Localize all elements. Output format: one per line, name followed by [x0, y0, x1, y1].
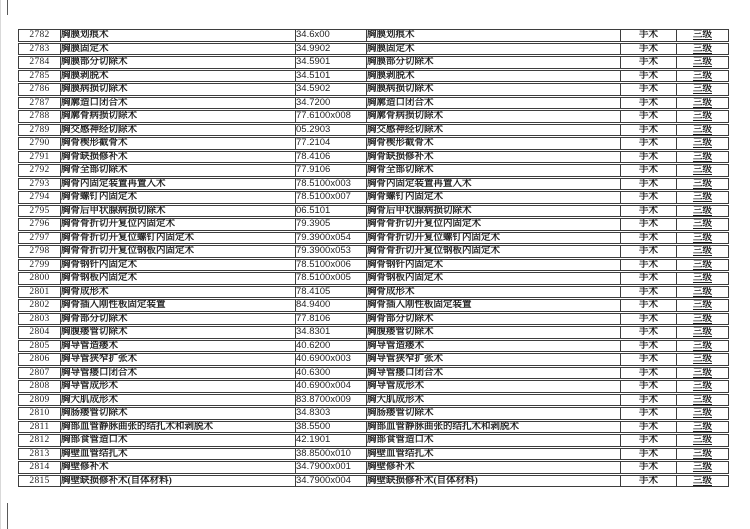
- procedure-name-cell: 胸骨骨折切开复位螺钉内固定术: [60, 232, 295, 245]
- table-row: [18, 272, 729, 285]
- category-cell: 手术: [620, 353, 676, 366]
- procedure-code-cell: 78.5100x005: [295, 272, 366, 285]
- row-number-cell: 2799: [18, 259, 60, 272]
- table-row: [18, 56, 729, 69]
- table-row: [18, 245, 729, 258]
- procedure-code-cell: 38.8500x010: [295, 448, 366, 461]
- row-number-cell: 2783: [18, 43, 60, 56]
- procedure-name-cell: 胸骨后甲状腺病损切除术: [60, 205, 295, 218]
- row-number-cell: 2809: [18, 394, 60, 407]
- procedure-name-repeat-cell: 胸廓造口闭合术: [366, 97, 620, 110]
- level-cell: 三级: [676, 232, 729, 245]
- procedure-code-cell: 40.6300: [295, 367, 366, 380]
- category-cell: 手术: [620, 340, 676, 353]
- procedure-name-repeat-cell: 胸部血管静脉曲张的结扎术和剥脱术: [366, 421, 620, 434]
- table-row: [18, 205, 729, 218]
- level-cell: 三级: [676, 83, 729, 96]
- table-row: [18, 475, 729, 488]
- category-cell: 手术: [620, 286, 676, 299]
- procedure-code-cell: 78.4105: [295, 286, 366, 299]
- category-cell: 手术: [620, 461, 676, 474]
- level-cell: 三级: [676, 299, 729, 312]
- table-row: [18, 434, 729, 447]
- procedure-code-cell: 77.9106: [295, 164, 366, 177]
- level-cell: 三级: [676, 259, 729, 272]
- procedure-name-cell: 胸导管狭窄扩张术: [60, 353, 295, 366]
- row-number-cell: 2806: [18, 353, 60, 366]
- category-cell: 手术: [620, 434, 676, 447]
- row-number-cell: 2788: [18, 110, 60, 123]
- row-number-cell: 2791: [18, 151, 60, 164]
- table-row: [18, 97, 729, 110]
- level-cell: 三级: [676, 110, 729, 123]
- procedure-name-repeat-cell: 胸骨骨折切开复位螺钉内固定术: [366, 232, 620, 245]
- level-cell: 三级: [676, 326, 729, 339]
- category-cell: 手术: [620, 178, 676, 191]
- procedure-code-cell: 84.9400: [295, 299, 366, 312]
- procedure-code-cell: 40.6200: [295, 340, 366, 353]
- procedure-name-repeat-cell: 胸骨楔形截骨术: [366, 137, 620, 150]
- table-row: [18, 218, 729, 231]
- category-cell: 手术: [620, 110, 676, 123]
- procedure-code-cell: 78.5100x007: [295, 191, 366, 204]
- row-number-cell: 2814: [18, 461, 60, 474]
- row-number-cell: 2793: [18, 178, 60, 191]
- procedure-name-cell: 胸骨钢板内固定术: [60, 272, 295, 285]
- table-row: [18, 299, 729, 312]
- category-cell: 手术: [620, 326, 676, 339]
- procedure-code-cell: 34.7200: [295, 97, 366, 110]
- row-number-cell: 2804: [18, 326, 60, 339]
- level-cell: 三级: [676, 218, 729, 231]
- procedure-code-cell: 83.8700x009: [295, 394, 366, 407]
- level-cell: 三级: [676, 367, 729, 380]
- procedure-name-cell: 胸骨楔形截骨术: [60, 137, 295, 150]
- category-cell: 手术: [620, 394, 676, 407]
- procedure-code-cell: 78.5100x006: [295, 259, 366, 272]
- procedure-name-cell: 胸肠瘘管切除术: [60, 407, 295, 420]
- row-number-cell: 2808: [18, 380, 60, 393]
- category-cell: 手术: [620, 29, 676, 42]
- category-cell: 手术: [620, 83, 676, 96]
- procedure-name-cell: 胸壁血管结扎术: [60, 448, 295, 461]
- category-cell: 手术: [620, 218, 676, 231]
- table-row: [18, 326, 729, 339]
- category-cell: 手术: [620, 191, 676, 204]
- row-number-cell: 2815: [18, 475, 60, 488]
- procedure-name-cell: 胸部食管造口术: [60, 434, 295, 447]
- table-row: [18, 353, 729, 366]
- procedure-code-cell: 78.5100x003: [295, 178, 366, 191]
- level-cell: 三级: [676, 43, 729, 56]
- level-cell: 三级: [676, 407, 729, 420]
- procedure-name-cell: 胸导管造瘘术: [60, 340, 295, 353]
- row-number-cell: 2807: [18, 367, 60, 380]
- procedure-name-repeat-cell: 胸骨全部切除术: [366, 164, 620, 177]
- level-cell: 三级: [676, 151, 729, 164]
- level-cell: 三级: [676, 205, 729, 218]
- category-cell: 手术: [620, 380, 676, 393]
- category-cell: 手术: [620, 137, 676, 150]
- level-cell: 三级: [676, 340, 729, 353]
- procedure-name-repeat-cell: 胸骨缺损修补术: [366, 151, 620, 164]
- row-number-cell: 2785: [18, 70, 60, 83]
- procedure-name-cell: 胸大肌成形术: [60, 394, 295, 407]
- table-row: [18, 164, 729, 177]
- procedure-code-cell: 38.5500: [295, 421, 366, 434]
- category-cell: 手术: [620, 475, 676, 488]
- procedure-name-cell: 胸导管成形术: [60, 380, 295, 393]
- table-row: [18, 151, 729, 164]
- row-number-cell: 2789: [18, 124, 60, 137]
- row-number-cell: 2805: [18, 340, 60, 353]
- procedure-name-cell: 胸壁缺损修补术(自体材料): [60, 475, 295, 488]
- category-cell: 手术: [620, 367, 676, 380]
- procedure-code-cell: 34.7900x004: [295, 475, 366, 488]
- procedure-name-repeat-cell: 胸膜病损切除术: [366, 83, 620, 96]
- category-cell: 手术: [620, 245, 676, 258]
- category-cell: 手术: [620, 56, 676, 69]
- row-number-cell: 2812: [18, 434, 60, 447]
- row-number-cell: 2801: [18, 286, 60, 299]
- procedure-name-repeat-cell: 胸骨螺钉内固定术: [366, 191, 620, 204]
- row-number-cell: 2794: [18, 191, 60, 204]
- row-number-cell: 2786: [18, 83, 60, 96]
- table-row: [18, 394, 729, 407]
- procedure-name-repeat-cell: 胸导管造瘘术: [366, 340, 620, 353]
- procedure-name-repeat-cell: 胸骨骨折切开复位内固定术: [366, 218, 620, 231]
- category-cell: 手术: [620, 164, 676, 177]
- table-row: [18, 29, 729, 42]
- procedure-name-repeat-cell: 胸壁缺损修补术(自体材料): [366, 475, 620, 488]
- procedure-name-cell: 胸骨全部切除术: [60, 164, 295, 177]
- procedure-name-cell: 胸廓造口闭合术: [60, 97, 295, 110]
- procedure-code-cell: 79.3900x053: [295, 245, 366, 258]
- procedure-name-cell: 胸骨钢针内固定术: [60, 259, 295, 272]
- procedure-name-repeat-cell: 胸骨钢板内固定术: [366, 272, 620, 285]
- row-number-cell: 2802: [18, 299, 60, 312]
- procedure-code-cell: 40.6900x003: [295, 353, 366, 366]
- adjacent-column-rule-bottom: [7, 503, 8, 529]
- procedure-name-cell: 胸壁修补术: [60, 461, 295, 474]
- procedure-name-cell: 胸骨骨折切开复位钢板内固定术: [60, 245, 295, 258]
- level-cell: 三级: [676, 313, 729, 326]
- category-cell: 手术: [620, 205, 676, 218]
- level-cell: 三级: [676, 353, 729, 366]
- table-row: [18, 83, 729, 96]
- procedure-code-cell: 34.5101: [295, 70, 366, 83]
- procedure-name-cell: 胸骨插入刚性板固定装置: [60, 299, 295, 312]
- procedure-name-cell: 胸膜病损切除术: [60, 83, 295, 96]
- row-number-cell: 2792: [18, 164, 60, 177]
- row-number-cell: 2803: [18, 313, 60, 326]
- procedure-name-repeat-cell: 胸骨部分切除术: [366, 313, 620, 326]
- level-cell: 三级: [676, 394, 729, 407]
- category-cell: 手术: [620, 124, 676, 137]
- category-cell: 手术: [620, 272, 676, 285]
- procedure-name-repeat-cell: 胸肠瘘管切除术: [366, 407, 620, 420]
- procedure-name-cell: 胸廓骨病损切除术: [60, 110, 295, 123]
- category-cell: 手术: [620, 407, 676, 420]
- procedure-code-cell: 77.6100x008: [295, 110, 366, 123]
- procedure-code-cell: 05.2903: [295, 124, 366, 137]
- table-row: [18, 191, 729, 204]
- procedure-code-cell: 79.3905: [295, 218, 366, 231]
- table-row: [18, 407, 729, 420]
- row-number-cell: 2798: [18, 245, 60, 258]
- procedure-table-body: [18, 29, 729, 487]
- procedure-code-cell: 06.5101: [295, 205, 366, 218]
- category-cell: 手术: [620, 70, 676, 83]
- procedure-code-cell: 40.6900x004: [295, 380, 366, 393]
- table-row: [18, 137, 729, 150]
- level-cell: 三级: [676, 421, 729, 434]
- procedure-name-cell: 胸骨成形术: [60, 286, 295, 299]
- procedure-name-repeat-cell: 胸膜固定术: [366, 43, 620, 56]
- procedure-name-cell: 胸骨骨折切开复位内固定术: [60, 218, 295, 231]
- procedure-name-repeat-cell: 胸膜划痕术: [366, 29, 620, 42]
- level-cell: 三级: [676, 70, 729, 83]
- level-cell: 三级: [676, 191, 729, 204]
- procedure-name-repeat-cell: 胸壁血管结扎术: [366, 448, 620, 461]
- procedure-name-repeat-cell: 胸骨成形术: [366, 286, 620, 299]
- level-cell: 三级: [676, 475, 729, 488]
- procedure-name-repeat-cell: 胸骨骨折切开复位钢板内固定术: [366, 245, 620, 258]
- table-row: [18, 178, 729, 191]
- table-row: [18, 110, 729, 123]
- procedure-name-cell: 胸膜固定术: [60, 43, 295, 56]
- procedure-code-cell: 34.6x00: [295, 29, 366, 42]
- procedure-name-repeat-cell: 胸骨插入刚性板固定装置: [366, 299, 620, 312]
- procedure-name-repeat-cell: 胸部食管造口术: [366, 434, 620, 447]
- procedure-name-repeat-cell: 胸导管狭窄扩张术: [366, 353, 620, 366]
- procedure-code-cell: 34.7900x001: [295, 461, 366, 474]
- table-row: [18, 43, 729, 56]
- procedure-name-repeat-cell: 胸交感神经切除术: [366, 124, 620, 137]
- level-cell: 三级: [676, 164, 729, 177]
- adjacent-column-rule-top: [7, 0, 8, 15]
- table-row: [18, 421, 729, 434]
- level-cell: 三级: [676, 434, 729, 447]
- category-cell: 手术: [620, 448, 676, 461]
- row-number-cell: 2795: [18, 205, 60, 218]
- procedure-code-cell: 77.8106: [295, 313, 366, 326]
- category-cell: 手术: [620, 43, 676, 56]
- procedure-name-repeat-cell: 胸腹瘘管切除术: [366, 326, 620, 339]
- table-row: [18, 259, 729, 272]
- procedure-code-cell: 34.5902: [295, 83, 366, 96]
- procedure-name-cell: 胸膜剥脱术: [60, 70, 295, 83]
- procedure-name-repeat-cell: 胸膜部分切除术: [366, 56, 620, 69]
- procedure-name-cell: 胸膜部分切除术: [60, 56, 295, 69]
- table-row: [18, 286, 729, 299]
- table-row: [18, 367, 729, 380]
- procedure-name-cell: 胸交感神经切除术: [60, 124, 295, 137]
- procedure-name-repeat-cell: 胸壁修补术: [366, 461, 620, 474]
- table-row: [18, 380, 729, 393]
- level-cell: 三级: [676, 97, 729, 110]
- row-number-cell: 2797: [18, 232, 60, 245]
- level-cell: 三级: [676, 29, 729, 42]
- level-cell: 三级: [676, 272, 729, 285]
- procedure-name-cell: 胸部血管静脉曲张的结扎术和剥脱术: [60, 421, 295, 434]
- procedure-name-repeat-cell: 胸骨后甲状腺病损切除术: [366, 205, 620, 218]
- level-cell: 三级: [676, 137, 729, 150]
- table-row: [18, 232, 729, 245]
- procedure-name-repeat-cell: 胸导管成形术: [366, 380, 620, 393]
- level-cell: 三级: [676, 461, 729, 474]
- procedure-code-cell: 77.2104: [295, 137, 366, 150]
- procedure-name-repeat-cell: 胸廓骨病损切除术: [366, 110, 620, 123]
- level-cell: 三级: [676, 448, 729, 461]
- procedure-name-cell: 胸骨内固定装置再置入术: [60, 178, 295, 191]
- procedure-code-cell: 78.4106: [295, 151, 366, 164]
- category-cell: 手术: [620, 232, 676, 245]
- procedure-code-cell: 34.8303: [295, 407, 366, 420]
- procedure-name-cell: 胸膜划痕术: [60, 29, 295, 42]
- level-cell: 三级: [676, 245, 729, 258]
- row-number-cell: 2810: [18, 407, 60, 420]
- procedure-name-cell: 胸骨螺钉内固定术: [60, 191, 295, 204]
- page-edge-line: [0, 0, 1, 529]
- procedure-code-cell: 34.8301: [295, 326, 366, 339]
- category-cell: 手术: [620, 313, 676, 326]
- row-number-cell: 2784: [18, 56, 60, 69]
- procedure-grading-table: [18, 28, 729, 488]
- row-number-cell: 2782: [18, 29, 60, 42]
- procedure-code-cell: 42.1901: [295, 434, 366, 447]
- category-cell: 手术: [620, 151, 676, 164]
- level-cell: 三级: [676, 286, 729, 299]
- category-cell: 手术: [620, 259, 676, 272]
- procedure-code-cell: 34.5901: [295, 56, 366, 69]
- procedure-name-cell: 胸骨缺损修补术: [60, 151, 295, 164]
- procedure-name-cell: 胸导管瘘口闭合术: [60, 367, 295, 380]
- procedure-name-repeat-cell: 胸导管瘘口闭合术: [366, 367, 620, 380]
- procedure-name-repeat-cell: 胸大肌成形术: [366, 394, 620, 407]
- procedure-name-repeat-cell: 胸骨钢针内固定术: [366, 259, 620, 272]
- procedure-name-repeat-cell: 胸骨内固定装置再置入术: [366, 178, 620, 191]
- category-cell: 手术: [620, 421, 676, 434]
- category-cell: 手术: [620, 97, 676, 110]
- table-row: [18, 448, 729, 461]
- procedure-name-cell: 胸腹瘘管切除术: [60, 326, 295, 339]
- procedure-code-cell: 79.3900x054: [295, 232, 366, 245]
- row-number-cell: 2790: [18, 137, 60, 150]
- procedure-name-cell: 胸骨部分切除术: [60, 313, 295, 326]
- table-row: [18, 461, 729, 474]
- level-cell: 三级: [676, 124, 729, 137]
- procedure-name-repeat-cell: 胸膜剥脱术: [366, 70, 620, 83]
- row-number-cell: 2811: [18, 421, 60, 434]
- row-number-cell: 2787: [18, 97, 60, 110]
- table-row: [18, 340, 729, 353]
- row-number-cell: 2796: [18, 218, 60, 231]
- table-row: [18, 124, 729, 137]
- table-row: [18, 70, 729, 83]
- category-cell: 手术: [620, 299, 676, 312]
- level-cell: 三级: [676, 380, 729, 393]
- table-row: [18, 313, 729, 326]
- row-number-cell: 2800: [18, 272, 60, 285]
- procedure-code-cell: 34.9902: [295, 43, 366, 56]
- level-cell: 三级: [676, 178, 729, 191]
- level-cell: 三级: [676, 56, 729, 69]
- row-number-cell: 2813: [18, 448, 60, 461]
